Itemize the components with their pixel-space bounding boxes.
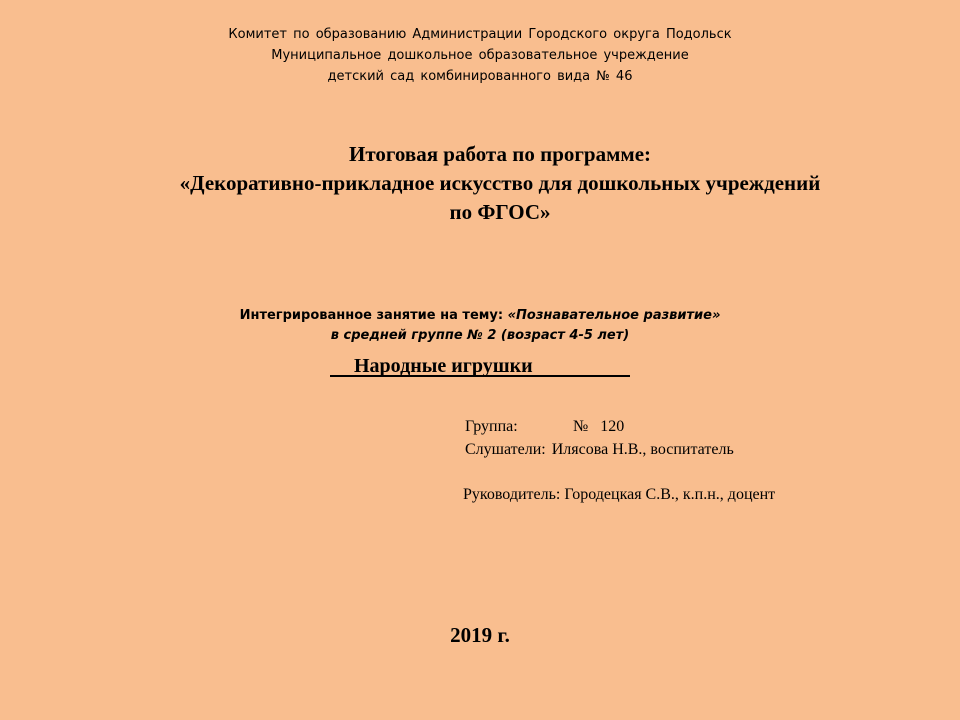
group-label: Группа: (465, 418, 518, 435)
listeners-label: Слушатели: (465, 441, 546, 458)
header-line-kindergarten: детский сад комбинированного вида № 46 (327, 69, 633, 84)
leader-row (463, 484, 775, 506)
lesson-description (0, 306, 960, 346)
listeners-row (465, 439, 734, 461)
title-line-3: по ФГОС» (449, 200, 551, 224)
leader-label: Руководитель: (463, 486, 561, 503)
lesson-topic-line (0, 306, 960, 326)
leader-value: Городецкая С.В., к.п.н., доцент (564, 486, 776, 503)
work-title (0, 140, 960, 227)
group-value: № 120 (573, 418, 625, 435)
lesson-subject-title: Народные игрушки (330, 353, 630, 377)
group-row (465, 416, 624, 438)
organization-header (0, 24, 960, 87)
lesson-prefix: Интегрированное занятие на тему: (239, 308, 508, 323)
year: 2019 г. (450, 623, 510, 647)
header-line-committee: Комитет по образованию Администрации Городского округа Подольск (228, 27, 732, 42)
title-line-1: Итоговая работа по программе: (348, 142, 652, 166)
listeners-value: Илясова Н.В., воспитатель (551, 441, 734, 458)
title-line-2: «Декоративно-прикладное искусство для дошкольных учреждений (179, 171, 821, 195)
lesson-topic: «Познавательное развитие» (507, 308, 721, 323)
lesson-group-line: в средней группе № 2 (возраст 4-5 лет) (330, 328, 630, 343)
header-line-institution: Муниципальное дошкольное образовательное учреждение (271, 48, 689, 63)
